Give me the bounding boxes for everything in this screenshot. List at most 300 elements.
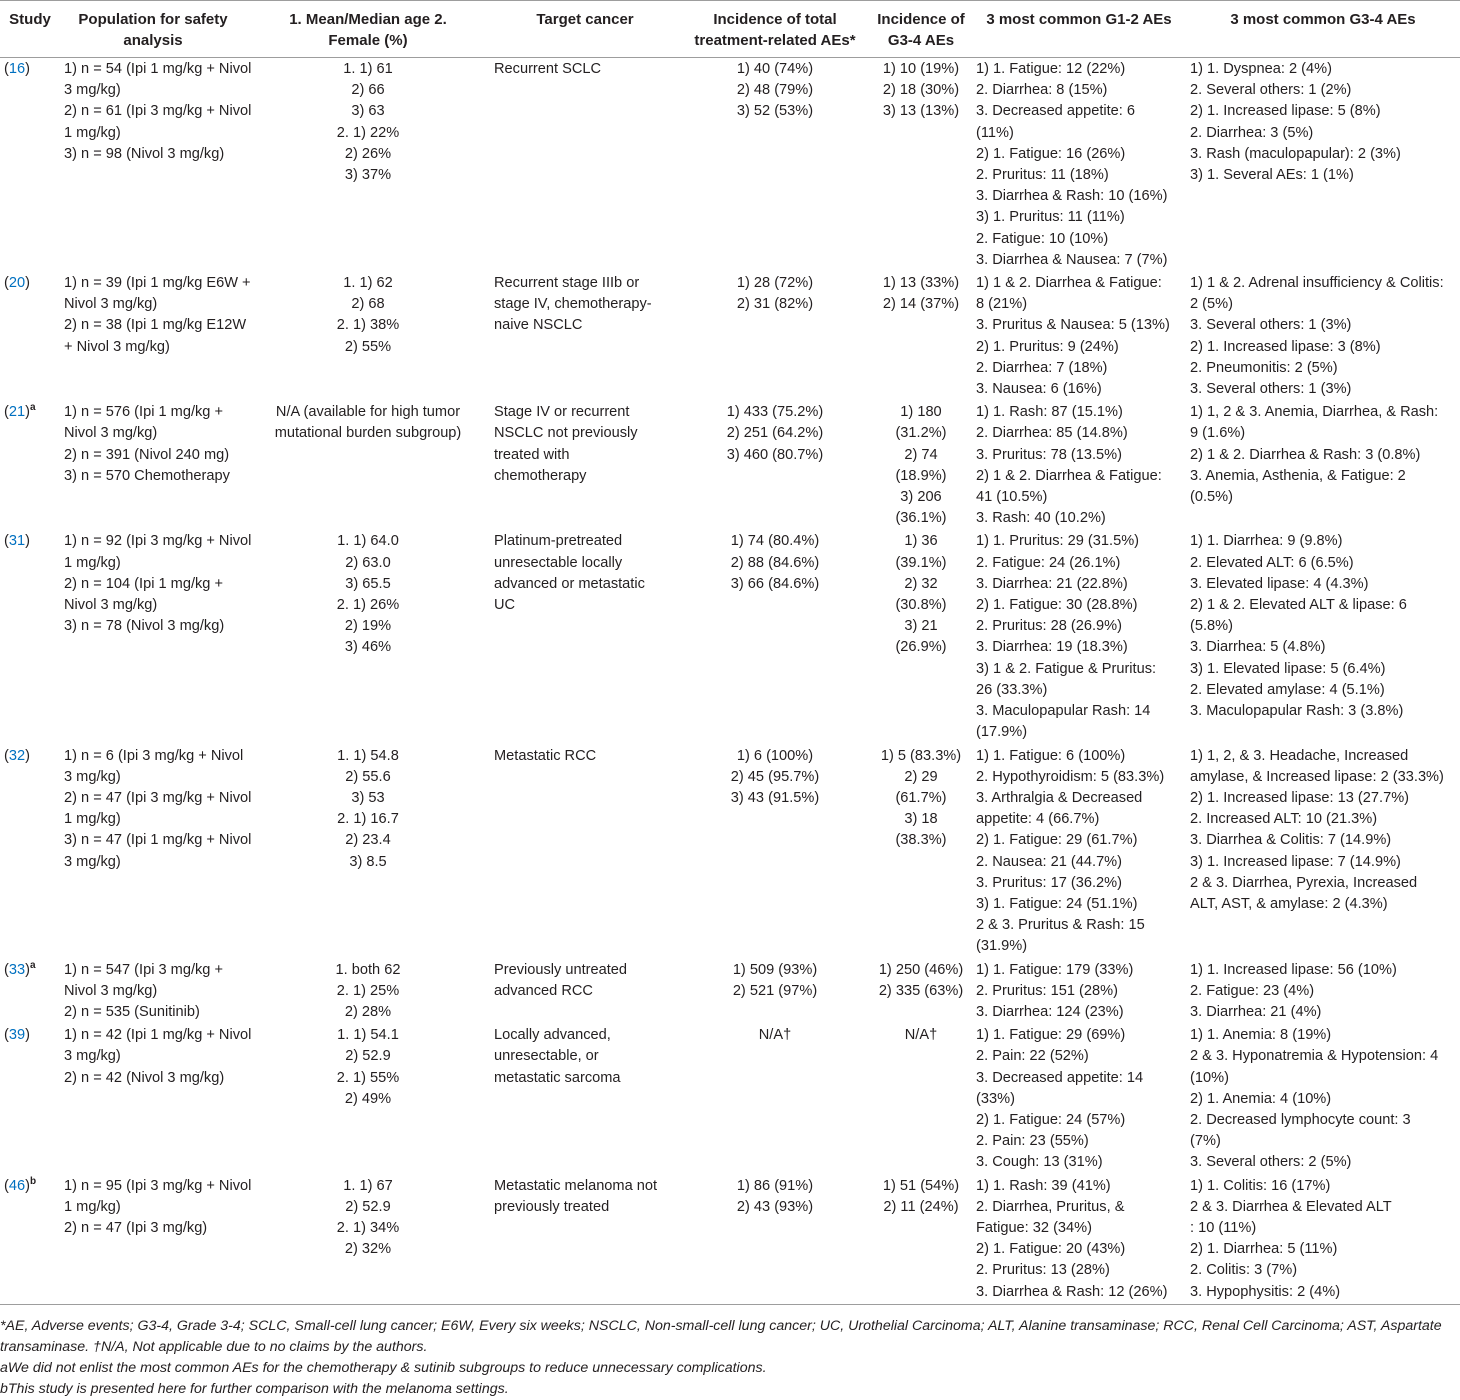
cell-line: 3. Maculopapular Rash: 3 (3.8%) <box>1190 703 1404 720</box>
g12-common-cell <box>972 530 1186 744</box>
study-reference-link[interactable]: 33 <box>8 961 26 978</box>
table-footnotes <box>0 1316 1460 1400</box>
cell-line: 3. Several others: 1 (3%) <box>1190 317 1352 334</box>
population-cell <box>60 1024 252 1174</box>
age-female-cell <box>246 272 490 401</box>
cell-line: 1. 1) 64.0 <box>337 533 399 550</box>
cell-line: 3. Diarrhea: 5 (4.8%) <box>1190 639 1326 656</box>
cell-line: 2) 74 <box>904 446 938 463</box>
target-cancer-cell <box>490 58 680 273</box>
cell-line: 3. Pruritus & Nausea: 5 (13%) <box>976 317 1170 334</box>
cell-line: 3 mg/kg) <box>64 82 121 99</box>
g34-common-cell <box>1186 959 1460 1025</box>
cell-line: 1) 1. Fatigue: 6 (100%) <box>976 747 1126 764</box>
header-line: Population for safety <box>78 11 228 28</box>
study-cell: $(21)^a$ <box>4 402 36 421</box>
header-line: Incidence of <box>877 11 965 28</box>
cell-line: 3. Arthralgia & Decreased <box>976 789 1143 806</box>
study-cell: (32) <box>4 747 30 764</box>
header-population <box>60 1 246 58</box>
cell-line: 2) 48 (79%) <box>736 82 814 99</box>
cell-line: 3) 8.5 <box>349 853 387 870</box>
target-cancer-cell <box>490 401 680 530</box>
age-female-cell <box>246 959 490 1025</box>
cell-line: 2) 52.9 <box>345 1048 391 1065</box>
cell-line: 2. 1) 38% <box>336 317 400 334</box>
cell-line: 1) 86 (91%) <box>736 1177 814 1194</box>
cell-line: 26 (33.3%) <box>976 681 1048 698</box>
cell-line: 1 mg/kg) <box>64 1198 121 1215</box>
cell-line: 1. 1) 54.8 <box>337 747 399 764</box>
footnote-marker: a <box>29 959 36 971</box>
cell-line: 2) 1. Fatigue: 30 (28.8%) <box>976 597 1138 614</box>
cell-line: (30.8%) <box>895 597 947 614</box>
cell-line: (39.1%) <box>895 554 947 571</box>
age-female-cell <box>246 58 490 273</box>
cell-line: 2. Diarrhea: 8 (15%) <box>976 82 1108 99</box>
cell-line: 2) 31 (82%) <box>736 296 814 313</box>
cell-line: 2) n = 47 (Ipi 3 mg/kg) <box>64 1219 208 1236</box>
study-reference-link[interactable]: 16 <box>8 61 26 77</box>
cell-line: 1 mg/kg) <box>64 811 121 828</box>
cell-line: 3. Hypophysitis: 2 (4%) <box>1190 1283 1341 1300</box>
cell-line: Metastatic melanoma not <box>494 1177 658 1194</box>
cell-line: 1 mg/kg) <box>64 124 121 141</box>
cell-line: 3. Several others: 1 (3%) <box>1190 381 1352 398</box>
cell-line: metastatic sarcoma <box>494 1069 621 1086</box>
cell-line: 3) 1. Pruritus: 11 (11%) <box>976 209 1125 226</box>
cell-line: (33%) <box>976 1090 1015 1107</box>
target-cancer-cell <box>490 272 680 401</box>
cell-line: 2) 521 (97%) <box>732 982 818 999</box>
cell-line: 2. Pain: 23 (55%) <box>976 1133 1089 1150</box>
cell-line: UC <box>494 597 516 614</box>
g34-common-cell <box>1186 58 1460 273</box>
cell-line: 2. 1) 25% <box>336 982 400 999</box>
cell-line: 1. 1) 61 <box>343 61 393 77</box>
header-total-aes <box>680 1 870 58</box>
cell-line: 2. Hypothyroidism: 5 (83.3%) <box>976 768 1165 785</box>
table-body <box>0 58 1460 1305</box>
cell-line: 2) n = 38 (Ipi 1 mg/kg E12W <box>64 317 247 334</box>
cell-line: 1) 40 (74%) <box>736 61 814 77</box>
cell-line: 1) 1, 2 & 3. Anemia, Diarrhea, & Rash: <box>1190 404 1439 421</box>
cell-line: 41 (10.5%) <box>976 489 1048 506</box>
table-header <box>0 1 1460 58</box>
cell-line: 3. Pruritus: 78 (13.5%) <box>976 446 1123 463</box>
cell-line: 1 mg/kg) <box>64 554 121 571</box>
g12-common-cell <box>972 401 1186 530</box>
cell-line: 1) 1. Increased lipase: 56 (10%) <box>1190 961 1397 978</box>
cell-line: 2) 1. Increased lipase: 13 (27.7%) <box>1190 789 1410 806</box>
cell-line: 3. Diarrhea & Rash: 10 (16%) <box>976 188 1168 205</box>
cell-line: 1) 1 & 2. Adrenal insufficiency & Colitis: <box>1190 275 1444 292</box>
cell-line: 2) 1 & 2. Elevated ALT & lipase: 6 <box>1190 597 1407 614</box>
cell-line: 2. Several others: 1 (2%) <box>1190 82 1352 99</box>
cell-line: (5.8%) <box>1190 618 1233 635</box>
g12-common-cell <box>972 272 1186 401</box>
total-aes-cell <box>680 745 870 959</box>
cell-line: 3) 63 <box>351 103 385 120</box>
cell-line: Metastatic RCC <box>494 747 597 764</box>
cell-line: 3) 1. Fatigue: 24 (51.1%) <box>976 895 1138 912</box>
cell-line: 2 & 3. Pruritus & Rash: 15 <box>976 917 1145 934</box>
cell-line: 3) 1. Elevated lipase: 5 (6.4%) <box>1190 660 1386 677</box>
cell-line: 1) 1. Rash: 87 (15.1%) <box>976 404 1123 421</box>
header-g34-common <box>1186 1 1460 58</box>
header-g34-incidence <box>870 1 972 58</box>
cell-line: 2) 88 (84.6%) <box>730 554 820 571</box>
cell-line: mutational burden subgroup) <box>274 425 462 442</box>
header-line: analysis <box>123 32 183 49</box>
cell-line: 1) n = 54 (Ipi 1 mg/kg + Nivol <box>64 61 252 77</box>
cell-line: 1) n = 95 (Ipi 3 mg/kg + Nivol <box>64 1177 252 1194</box>
cell-line: 3) n = 98 (Nivol 3 mg/kg) <box>64 145 225 162</box>
header-line: Target cancer <box>536 11 634 28</box>
cell-line: 2. Pruritus: 11 (18%) <box>976 167 1109 184</box>
cell-line: 1) 1. Diarrhea: 9 (9.8%) <box>1190 533 1343 550</box>
population-cell <box>60 745 252 959</box>
cell-line: 1) 1. Fatigue: 179 (33%) <box>976 961 1134 978</box>
cell-line: advanced or metastatic <box>494 575 645 592</box>
cell-line: 2 & 3. Hyponatremia & Hypotension: 4 <box>1190 1048 1439 1065</box>
cell-line: 1) 1 & 2. Diarrhea & Fatigue: <box>976 275 1162 292</box>
cell-line: 2. Colitis: 3 (7%) <box>1190 1262 1298 1279</box>
g34-common-cell <box>1186 401 1460 530</box>
cell-line: 1. 1) 62 <box>343 275 393 292</box>
cell-line: 2) 19% <box>344 618 392 635</box>
cell-line: Recurrent SCLC <box>494 61 602 77</box>
table-row <box>0 272 1460 401</box>
cell-line: 1) 10 (19%) <box>882 61 960 77</box>
cell-line: 2. Diarrhea, Pruritus, & <box>976 1198 1125 1215</box>
cell-line: 3. Diarrhea & Nausea: 7 (7%) <box>976 251 1168 268</box>
age-female-cell <box>246 1175 490 1305</box>
cell-line: stage IV, chemotherapy- <box>494 296 652 313</box>
cell-line: 1) n = 92 (Ipi 3 mg/kg + Nivol <box>64 533 252 550</box>
cell-line: 1. both 62 <box>335 961 401 978</box>
table-row <box>0 959 1460 1025</box>
footnote-marker: b <box>29 1175 37 1187</box>
total-aes-cell <box>680 401 870 530</box>
total-aes-cell <box>680 58 870 273</box>
cell-line: 2) 55.6 <box>345 768 391 785</box>
cell-line: 1) 13 (33%) <box>882 275 960 292</box>
cell-line: 2) 1 & 2. Diarrhea & Fatigue: <box>976 467 1162 484</box>
cell-line: 2) 14 (37%) <box>882 296 960 313</box>
cell-line: 1) 1. Fatigue: 29 (69%) <box>976 1027 1126 1044</box>
cell-line: N/A† <box>758 1027 792 1044</box>
population-cell <box>60 530 252 744</box>
footnote-a: aWe did not enlist the most common AEs for the chemotherapy & sutinib subgroups to reduce unnecessary complications. <box>0 1360 767 1376</box>
cell-line: 3) 65.5 <box>345 575 391 592</box>
cell-line: (31.9%) <box>976 938 1028 955</box>
header-line: 3 most common G3-4 AEs <box>1230 11 1416 28</box>
cell-line: 3. Decreased appetite: 14 <box>976 1069 1144 1086</box>
cell-line: 3) 206 <box>900 489 942 506</box>
cell-line: 3 mg/kg) <box>64 1048 121 1065</box>
cell-line: 1) 1, 2, & 3. Headache, Increased <box>1190 747 1409 764</box>
cell-line: 2) n = 47 (Ipi 3 mg/kg + Nivol <box>64 789 252 806</box>
cell-line: 1) n = 39 (Ipi 1 mg/kg E6W + <box>64 275 251 292</box>
cell-line: 2) n = 61 (Ipi 3 mg/kg + Nivol <box>64 103 252 120</box>
cell-line: 2) 335 (63%) <box>878 982 964 999</box>
cell-line: 2) n = 535 (Sunitinib) <box>64 1003 200 1020</box>
cell-line: N/A† <box>904 1027 938 1044</box>
cell-line: 1) n = 576 (Ipi 1 mg/kg + <box>64 404 223 421</box>
cell-line: (18.9%) <box>895 467 947 484</box>
cell-line: 2) 1. Diarrhea: 5 (11%) <box>1190 1241 1338 1258</box>
cell-line: 2) 11 (24%) <box>883 1198 959 1215</box>
cell-line: 2. Elevated amylase: 4 (5.1%) <box>1190 681 1385 698</box>
header-line: treatment-related AEs* <box>694 32 856 49</box>
study-cell: (20) <box>4 275 30 292</box>
cell-line: (7%) <box>1190 1133 1221 1150</box>
cell-line: 1) 5 (83.3%) <box>880 747 962 764</box>
cell-line: Nivol 3 mg/kg) <box>64 982 158 999</box>
cell-line: 1) 1. Colitis: 16 (17%) <box>1190 1177 1331 1194</box>
cell-line: (26.9%) <box>895 639 947 656</box>
cell-line: 1) 433 (75.2%) <box>726 404 824 421</box>
study-reference-link[interactable]: 20 <box>8 275 26 292</box>
cell-line: 2) 26% <box>344 145 392 162</box>
cell-line: : 10 (11%) <box>1190 1219 1257 1236</box>
cell-line: 2) 1. Fatigue: 16 (26%) <box>976 145 1126 162</box>
cell-line: (11%) <box>976 124 1014 141</box>
total-aes-cell <box>680 530 870 744</box>
cell-line: 1) n = 6 (Ipi 3 mg/kg + Nivol <box>64 747 244 764</box>
cell-line: 3. Diarrhea: 21 (4%) <box>1190 1003 1322 1020</box>
cell-line: 2) 1. Fatigue: 24 (57%) <box>976 1111 1126 1128</box>
target-cancer-cell <box>490 959 680 1025</box>
cell-line: 2) 1. Anemia: 4 (10%) <box>1190 1090 1332 1107</box>
target-cancer-cell <box>490 745 680 959</box>
cell-line: 3) 13 (13%) <box>882 103 960 120</box>
cell-line: 3) 52 (53%) <box>736 103 814 120</box>
cell-line: 2. Diarrhea: 85 (14.8%) <box>976 425 1128 442</box>
study-reference-link[interactable]: 46 <box>8 1177 26 1194</box>
population-cell <box>60 1175 252 1305</box>
cell-line: 3. Pruritus: 17 (36.2%) <box>976 874 1123 891</box>
cell-line: 1) 180 <box>900 404 942 421</box>
g34-common-cell <box>1186 272 1460 401</box>
cell-line: 2. Pruritus: 13 (28%) <box>976 1262 1110 1279</box>
cell-line: (36.1%) <box>895 510 947 527</box>
header-age-female <box>246 1 490 58</box>
cell-line: 3) 460 (80.7%) <box>726 446 824 463</box>
cell-line: (17.9%) <box>976 724 1028 741</box>
g34-incidence-cell <box>870 1175 972 1305</box>
study-reference-link[interactable]: 21 <box>8 404 26 421</box>
study-cell: $(33)^a$ <box>4 959 36 978</box>
cell-line: 2. 1) 22% <box>336 124 400 141</box>
cell-line: 3. Nausea: 6 (16%) <box>976 381 1102 398</box>
header-line: Female (%) <box>328 32 408 49</box>
cell-line: 1) n = 42 (Ipi 1 mg/kg + Nivol <box>64 1027 252 1044</box>
cell-line: (38.3%) <box>895 832 947 849</box>
cell-line: 2) 251 (64.2%) <box>726 425 824 442</box>
cell-line: 2) 63.0 <box>345 554 391 571</box>
cell-line: 2) 32 <box>904 575 938 592</box>
cell-line: 1) 1. Dyspnea: 2 (4%) <box>1190 61 1332 77</box>
cell-line: 2) 49% <box>344 1090 392 1107</box>
cell-line: 1) 51 (54%) <box>882 1177 960 1194</box>
age-female-cell <box>246 530 490 744</box>
cell-line: 3) 43 (91.5%) <box>730 789 820 806</box>
cell-line: 3. Maculopapular Rash: 14 <box>976 703 1151 720</box>
cell-line: 2) 52.9 <box>345 1198 391 1215</box>
header-target-cancer <box>490 1 680 58</box>
g12-common-cell <box>972 58 1186 273</box>
cell-line: 2) 28% <box>344 1003 392 1020</box>
cell-line: 2) 66 <box>351 82 385 99</box>
cell-line: 2. Diarrhea: 7 (18%) <box>976 359 1108 376</box>
cell-line: appetite: 4 (66.7%) <box>976 811 1100 828</box>
cell-line: 3 mg/kg) <box>64 768 121 785</box>
g12-common-cell <box>972 745 1186 959</box>
study-reference-link[interactable]: 32 <box>8 747 26 764</box>
cell-line: 2. 1) 55% <box>336 1069 400 1086</box>
cell-line: 2 (5%) <box>1190 296 1233 313</box>
cell-line: 3. Diarrhea: 21 (22.8%) <box>976 575 1128 592</box>
cell-line: 2) 1. Pruritus: 9 (24%) <box>976 338 1119 355</box>
header-line: Incidence of total <box>713 11 837 28</box>
cell-line: treated with <box>494 446 570 463</box>
cell-line: 2 & 3. Diarrhea & Elevated ALT <box>1190 1198 1392 1215</box>
cell-line: 3. Decreased appetite: 6 <box>976 103 1136 120</box>
cell-line: Nivol 3 mg/kg) <box>64 296 158 313</box>
g34-incidence-cell <box>870 401 972 530</box>
cell-line: Previously untreated <box>494 961 628 978</box>
g34-incidence-cell <box>870 58 972 273</box>
header-study <box>0 1 60 58</box>
cell-line: 3. Rash (maculopapular): 2 (3%) <box>1190 145 1401 162</box>
cell-line: ALT, AST, & amylase: 2 (4.3%) <box>1190 895 1388 912</box>
table-row <box>0 401 1460 530</box>
study-reference-link[interactable]: 31 <box>8 533 26 550</box>
cell-line: 1) n = 547 (Ipi 3 mg/kg + <box>64 961 223 978</box>
cell-line: 3) 18 <box>904 811 938 828</box>
cell-line: 2. Increased ALT: 10 (21.3%) <box>1190 811 1378 828</box>
total-aes-cell <box>680 272 870 401</box>
g34-common-cell <box>1186 745 1460 959</box>
cell-line: 1) 1. Fatigue: 12 (22%) <box>976 61 1126 77</box>
header-row <box>0 1 1460 58</box>
cell-line: Locally advanced, <box>494 1027 611 1044</box>
cell-line: (61.7%) <box>895 789 947 806</box>
cell-line: 3. Several others: 2 (5%) <box>1190 1154 1352 1171</box>
total-aes-cell <box>680 959 870 1025</box>
cell-line: 2) n = 391 (Nivol 240 mg) <box>64 446 230 463</box>
cell-line: unresectable, or <box>494 1048 599 1065</box>
table-row <box>0 745 1460 959</box>
cell-line: 2) 43 (93%) <box>736 1198 814 1215</box>
table-row <box>0 1175 1460 1305</box>
study-cell: (16) <box>4 61 30 77</box>
cell-line: 3. Elevated lipase: 4 (4.3%) <box>1190 575 1369 592</box>
cell-line: 2) n = 104 (Ipi 1 mg/kg + <box>64 575 223 592</box>
cell-line: 2. Pneumonitis: 2 (5%) <box>1190 359 1338 376</box>
cell-line: Nivol 3 mg/kg) <box>64 597 158 614</box>
cell-line: 3) 37% <box>344 167 392 184</box>
cell-line: 2) 18 (30%) <box>882 82 960 99</box>
cell-line: 3. Diarrhea: 19 (18.3%) <box>976 639 1128 656</box>
study-cell: $(46)^b$ <box>4 1175 37 1194</box>
g34-incidence-cell <box>870 959 972 1025</box>
cell-line: (31.2%) <box>895 425 947 442</box>
g34-incidence-cell <box>870 745 972 959</box>
cell-line: 3) 21 <box>904 618 938 635</box>
cell-line: 1) 1. Rash: 39 (41%) <box>976 1177 1111 1194</box>
cell-line: 2) 55% <box>344 338 392 355</box>
cell-line: 1) 1. Pruritus: 29 (31.5%) <box>976 533 1140 550</box>
target-cancer-cell <box>490 530 680 744</box>
study-reference-link[interactable]: 39 <box>8 1027 26 1044</box>
cell-line: chemotherapy <box>494 467 587 484</box>
cell-line: 1) 250 (46%) <box>878 961 964 978</box>
cell-line: 1. 1) 54.1 <box>337 1027 399 1044</box>
table-row <box>0 530 1460 744</box>
cell-line: 3. Diarrhea & Colitis: 7 (14.9%) <box>1190 832 1392 849</box>
cell-line: 3) n = 570 Chemotherapy <box>64 467 230 484</box>
total-aes-cell <box>680 1175 870 1305</box>
g12-common-cell <box>972 959 1186 1025</box>
g34-incidence-cell <box>870 530 972 744</box>
age-female-cell <box>246 1024 490 1174</box>
cell-line: 3) n = 47 (Ipi 1 mg/kg + Nivol <box>64 832 252 849</box>
cell-line: previously treated <box>494 1198 610 1215</box>
cell-line: 2. 1) 26% <box>336 597 400 614</box>
population-cell <box>60 959 246 1025</box>
cell-line: 3) 66 (84.6%) <box>730 575 820 592</box>
header-line: Study <box>9 11 51 28</box>
cell-line: 1. 1) 67 <box>343 1177 393 1194</box>
total-aes-cell <box>680 1024 870 1174</box>
age-female-cell <box>246 745 490 959</box>
cell-line: 3) 1 & 2. Fatigue & Pruritus: <box>976 660 1157 677</box>
cell-line: 1) 1. Anemia: 8 (19%) <box>1190 1027 1332 1044</box>
cell-line: advanced RCC <box>494 982 593 999</box>
cell-line: 3) 46% <box>344 639 392 656</box>
cell-line: 3. Diarrhea & Rash: 12 (26%) <box>976 1283 1168 1300</box>
cell-line: 2. 1) 34% <box>336 1219 400 1236</box>
cell-line: 3) 53 <box>351 789 385 806</box>
cell-line: NSCLC not previously <box>494 425 638 442</box>
cell-line: 2 & 3. Diarrhea, Pyrexia, Increased <box>1190 874 1418 891</box>
cell-line: 2. 1) 16.7 <box>337 811 399 828</box>
cell-line: 2. Pruritus: 151 (28%) <box>976 982 1118 999</box>
study-cell: (39) <box>4 1027 30 1044</box>
population-cell <box>60 272 251 401</box>
cell-line: 1) 509 (93%) <box>732 961 818 978</box>
cell-line: 1) 6 (100%) <box>736 747 814 764</box>
cell-line: 2) 45 (95.7%) <box>730 768 820 785</box>
cell-line: 3. Anemia, Asthenia, & Fatigue: 2 <box>1190 467 1406 484</box>
cell-line: 9 (1.6%) <box>1190 425 1246 442</box>
cell-line: 2. Diarrhea: 3 (5%) <box>1190 124 1314 141</box>
target-cancer-cell <box>490 1024 680 1174</box>
age-female-cell <box>246 401 490 530</box>
cell-line: (10%) <box>1190 1069 1229 1086</box>
cell-line: 2) 68 <box>351 296 385 313</box>
g34-common-cell <box>1186 1175 1460 1305</box>
header-line: 1. Mean/Median age 2. <box>289 11 447 28</box>
header-g12-common <box>972 1 1186 58</box>
cell-line: 2) 1. Fatigue: 20 (43%) <box>976 1241 1126 1258</box>
header-line: 3 most common G1-2 AEs <box>986 11 1172 28</box>
cell-line: 2. Nausea: 21 (44.7%) <box>976 853 1123 870</box>
cell-line: + Nivol 3 mg/kg) <box>64 338 170 355</box>
